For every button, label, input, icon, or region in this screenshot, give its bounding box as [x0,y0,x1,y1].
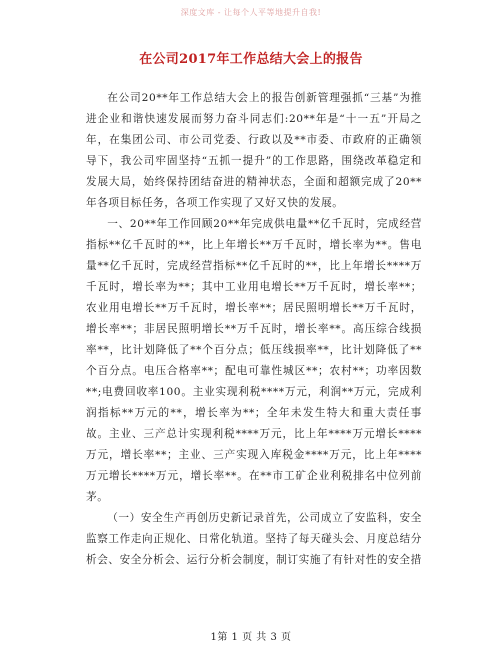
paragraph-review: 一、20**年工作回顾20**年完成供电量**亿千瓦时，完成经营指标**亿千瓦时的**，比上年增长**万千瓦时，增长率为**。售电量**亿千瓦时，完成经营指标**亿千瓦时的**，比上年增长****万千瓦时，增长率为**；其中工业用电增长**万千瓦时，增长率**；农业用电增长**万千瓦时，增长率**；居民照明增长**万千瓦时，增长率**；非居民照明增长**万千瓦时，增长率**。高压综合线损率**，比计划降低了**个百分点；低压线损率**，比计划降低了**个百分点。电压合格率**；配电可靠性城区**；农村**；功率因数**;电费回收率100。主业实现利税****万元，利润**万元，完成利润指标**万元的**，增长率为**；全年未发生特大和重大责任事故。主业、三产总计实现利税****万元，比上年****万元增长****万元，增长率**；主业、三产实现入库税金****万元，比上年****万元增长****万元，增长率**。在**市工矿企业利税排名中位列前茅。 [86,218,422,503]
document-title: 在公司2017年工作总结大会上的报告 [139,52,363,67]
paragraph-intro: 在公司20**年工作总结大会上的报告创新管理强抓“三基”为推进企业和谐快速发展而努力奋斗同志们:20**年是“十一五”开局之年，在集团公司、市公司党委、行政以及**市委、市政府的正确领导下，我公司牢固坚持“五抓一提升”的工作思路，围绕改革稳定和发展大局，始终保持团结奋进的精神状态，全面和超额完成了20**年各项目标任务，各项工作实现了又好又快的发展。 [86,92,422,209]
document-body [86,88,422,571]
header-note: 深度文库 - 让每个人平等地提升自我! [180,8,322,17]
page-footer: 1第 1 页 共 3 页 [210,632,292,643]
paragraph-safety: （一）安全生产再创历史新记录首先，公司成立了安监科，安全监察工作走向正规化、日常化轨道。坚持了每天碰头会、月度总结分析会、安全分析会、运行分析会制度，制订实施了有针对性的安全措 [86,512,422,566]
